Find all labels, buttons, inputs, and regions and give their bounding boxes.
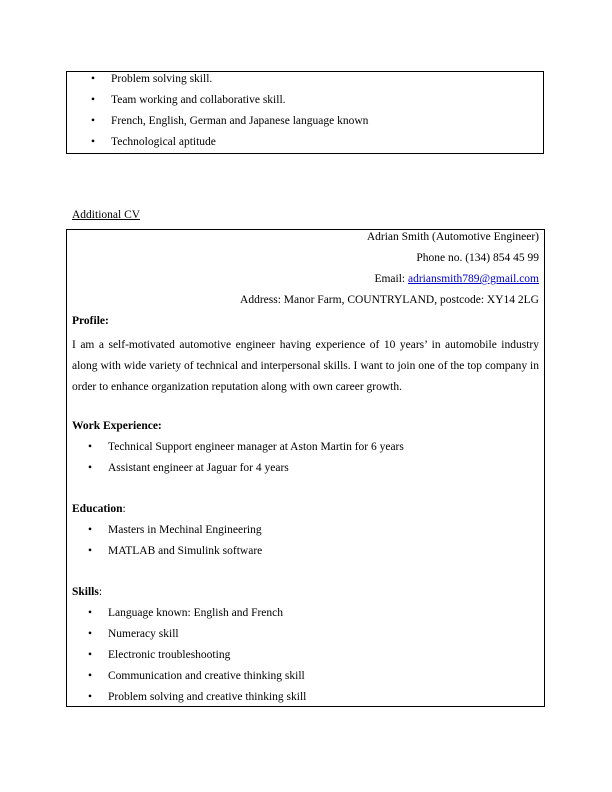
profile-text: I am a self-motivated automotive engineer having experience of 10 years’ in automobile industry along with wide variety of technical and interpersonal skills. I want to join one of the top company in order to enhance organization reputation along with own career growth. <box>72 339 539 393</box>
bullet-icon: • <box>88 649 93 661</box>
skills-list <box>72 606 539 711</box>
list-item <box>72 523 539 544</box>
bullet-icon: • <box>91 73 96 85</box>
bullet-icon: • <box>88 462 93 474</box>
bullet-icon: • <box>91 115 96 127</box>
list-item-text: French, English, German and Japanese language known <box>111 115 369 127</box>
list-item <box>67 135 543 156</box>
list-item-text: Team working and collaborative skill. <box>111 94 286 106</box>
education-heading-text: Education <box>72 503 123 515</box>
list-item <box>72 440 539 461</box>
list-item-text: Masters in Mechinal Engineering <box>108 524 262 536</box>
colon: : <box>98 586 103 598</box>
skills-continuation-list <box>67 72 543 156</box>
bullet-icon: • <box>88 524 93 536</box>
bullet-icon: • <box>88 607 93 619</box>
list-item <box>67 72 543 93</box>
list-item <box>72 690 539 711</box>
cv-name: Adrian Smith (Automotive Engineer) <box>366 231 539 243</box>
list-item <box>72 544 539 565</box>
cv-box <box>66 229 545 707</box>
list-item-text: Numeracy skill <box>108 628 179 640</box>
cv-email-line <box>72 272 539 293</box>
skills-heading <box>72 585 539 606</box>
list-item-text: Electronic troubleshooting <box>108 649 231 661</box>
bullet-icon: • <box>88 545 93 557</box>
education-list <box>72 523 539 565</box>
list-item-text: Communication and creative thinking skill <box>108 670 305 682</box>
list-item-text: Language known: English and French <box>108 607 284 619</box>
work-experience-heading: Work Experience: <box>72 420 162 432</box>
bullet-icon: • <box>88 670 93 682</box>
email-link[interactable]: adriansmith789@gmail.com <box>408 273 539 285</box>
list-item-text: Technical Support engineer manager at Aston Martin for 6 years <box>108 441 404 453</box>
list-item <box>72 461 539 482</box>
list-item <box>72 669 539 690</box>
profile-heading: Profile: <box>72 315 109 327</box>
cv-address: Address: Manor Farm, COUNTRYLAND, postcode: XY14 2LG <box>240 294 539 306</box>
additional-cv-caption: Additional CV <box>72 209 141 221</box>
bullet-icon: • <box>88 628 93 640</box>
list-item-text: Problem solving skill. <box>111 73 213 85</box>
list-item-text: Technological aptitude <box>111 136 216 148</box>
list-item-text: Problem solving and creative thinking skill <box>108 691 307 703</box>
education-heading <box>72 502 539 523</box>
list-item <box>67 93 543 114</box>
bullet-icon: • <box>91 136 96 148</box>
list-item <box>72 627 539 648</box>
list-item <box>67 114 543 135</box>
list-item <box>72 648 539 669</box>
colon: : <box>122 503 126 515</box>
skills-continuation-box <box>66 71 544 154</box>
cv-phone: Phone no. (134) 854 45 99 <box>416 252 539 264</box>
email-label: Email: <box>374 273 408 285</box>
list-item-text: Assistant engineer at Jaguar for 4 years <box>108 462 289 474</box>
bullet-icon: • <box>88 691 93 703</box>
work-experience-list <box>72 440 539 482</box>
list-item <box>72 606 539 627</box>
list-item-text: MATLAB and Simulink software <box>108 545 263 557</box>
bullet-icon: • <box>91 94 96 106</box>
skills-heading-text: Skills <box>72 586 99 598</box>
bullet-icon: • <box>88 441 93 453</box>
